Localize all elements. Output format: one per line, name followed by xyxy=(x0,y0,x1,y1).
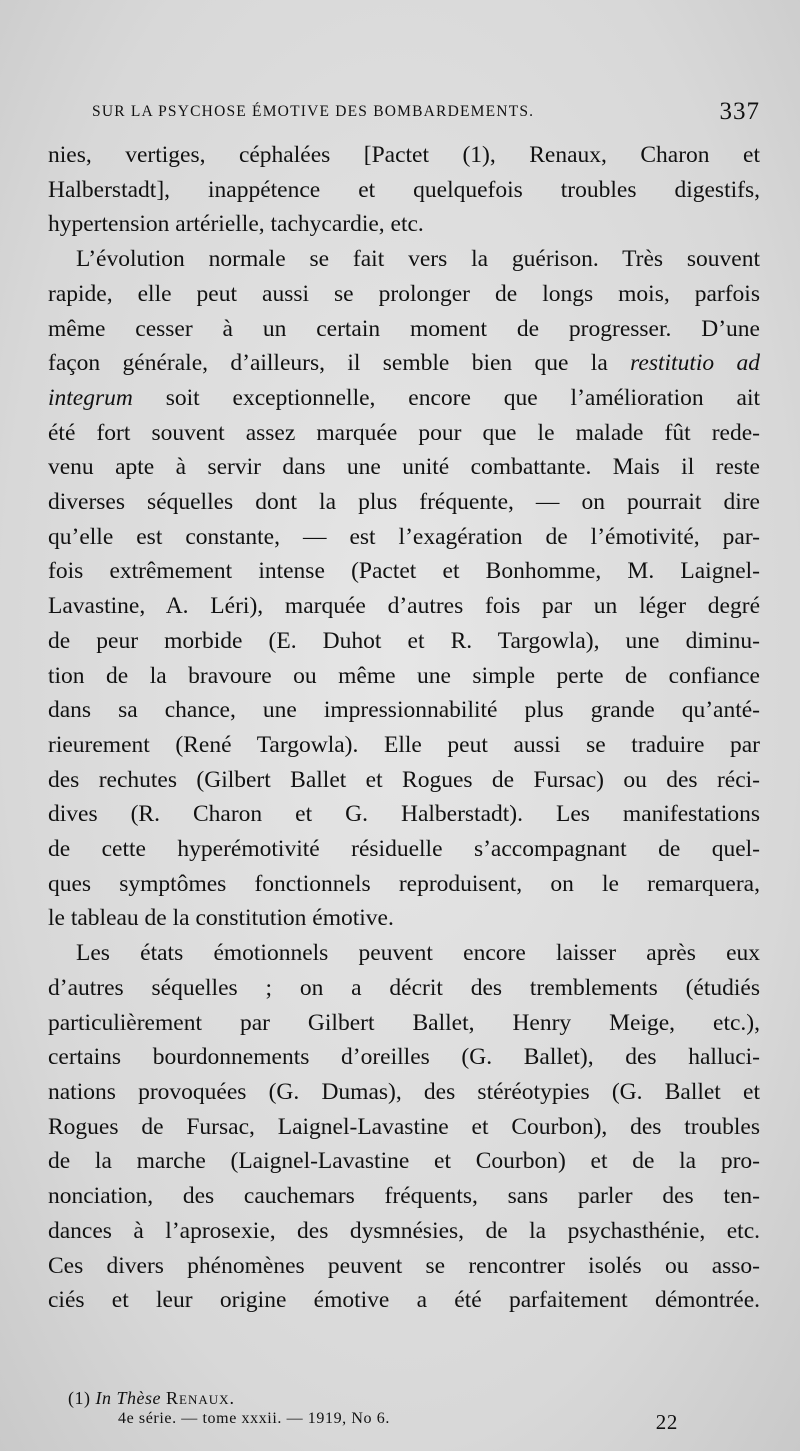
text-line: qu’elle est constante, — est l’exagération de l’émotivité, par- xyxy=(48,523,760,550)
text-line: rieurement (René Targowla). Elle peut aussi se traduire par xyxy=(48,731,760,758)
text-line: même cesser à un certain moment de progresser. D’une xyxy=(48,315,760,342)
text-line: nies, vertiges, céphalées [Pactet (1), Renaux, Charon et xyxy=(48,142,760,168)
page-header xyxy=(92,92,760,132)
text-line: de la marche (Laignel-Lavastine et Courbon) et de la pro- xyxy=(48,1148,760,1175)
text-line: particulièrement par Gilbert Ballet, Henry Meige, etc.), xyxy=(48,1009,760,1036)
text-line: ciés et leur origine émotive a été parfaitement démontrée. xyxy=(48,1287,760,1314)
text-line: façon générale, d’ailleurs, il semble bien que la restitutio ad xyxy=(48,350,760,377)
page-number: 337 xyxy=(719,98,760,125)
text-line: le tableau de la constitution émotive. xyxy=(48,905,394,932)
text-line: Halberstadt], inappétence et quelquefois troubles digestifs, xyxy=(48,176,760,203)
text-line: venu apte à servir dans une unité combattante. Mais il reste xyxy=(48,454,760,481)
text-line: certains bourdonnements d’oreilles (G. Ballet), des halluci- xyxy=(48,1044,760,1071)
body-text xyxy=(48,138,760,1318)
text-line: dances à l’aprosexie, des dysmnésies, de la psychasthénie, etc. xyxy=(48,1217,760,1244)
text-line: dans sa chance, une impressionnabilité plus grande qu’anté- xyxy=(48,697,760,724)
text-line: rapide, elle peut aussi se prolonger de longs mois, parfois xyxy=(48,280,760,307)
text-line: nonciation, des cauchemars fréquents, sans parler des ten- xyxy=(48,1183,760,1210)
footnote-italic-text: In Thèse xyxy=(95,1388,161,1408)
text-line: été fort souvent assez marquée pour que le malade fût rede- xyxy=(48,419,760,446)
paragraph-3 xyxy=(48,936,760,1318)
text-line: fois extrêmement intense (Pactet et Bonhomme, M. Laignel- xyxy=(48,558,760,585)
text-line: d’autres séquelles ; on a décrit des tremblements (étudiés xyxy=(48,974,760,1001)
footnote xyxy=(68,1388,235,1409)
text-line: ques symptômes fonctionnels reproduisent, on le remarquera, xyxy=(48,870,760,897)
text-line: Les états émotionnels peuvent encore laisser après eux xyxy=(76,940,760,967)
paragraph-1 xyxy=(48,138,760,242)
text-line: diverses séquelles dont la plus fréquente, — on pourrait dire xyxy=(48,489,760,516)
text-line: dives (R. Charon et G. Halberstadt). Les manifestations xyxy=(48,801,760,828)
text-line: nations provoquées (G. Dumas), des stéréotypies (G. Ballet et xyxy=(48,1078,760,1105)
signature-info: 4e série. — tome xxxii. — 1919, No 6. xyxy=(118,1410,390,1427)
text-line: hypertension artérielle, tachycardie, etc. xyxy=(48,211,424,238)
text-line: Rogues de Fursac, Laignel-Lavastine et Courbon), des troubles xyxy=(48,1113,760,1140)
text-line: tion de la bravoure ou même une simple perte de confiance xyxy=(48,662,760,689)
text-line: de peur morbide (E. Duhot et R. Targowla), une diminu- xyxy=(48,627,760,654)
text-line: de cette hyperémotivité résiduelle s’accompagnant de quel- xyxy=(48,836,760,863)
text-line: Ces divers phénomènes peuvent se rencontrer isolés ou asso- xyxy=(48,1252,760,1279)
text-line: des rechutes (Gilbert Ballet et Rogues de Fursac) ou des réci- xyxy=(48,766,760,793)
text-line: Lavastine, A. Léri), marquée d’autres fois par un léger degré xyxy=(48,593,760,620)
text-line: integrum soit exceptionnelle, encore que l’amélioration ait xyxy=(48,384,760,411)
signature-number: 22 xyxy=(655,1410,678,1434)
running-head: SUR LA PSYCHOSE ÉMOTIVE DES BOMBARDEMENTS. xyxy=(92,103,535,120)
signature-line xyxy=(118,1410,678,1435)
text-line: L’évolution normale se fait vers la guérison. Très souvent xyxy=(76,246,760,273)
paragraph-2 xyxy=(48,242,760,936)
footnote-marker: (1) xyxy=(68,1388,91,1408)
footnote-name: Renaux. xyxy=(166,1388,235,1408)
